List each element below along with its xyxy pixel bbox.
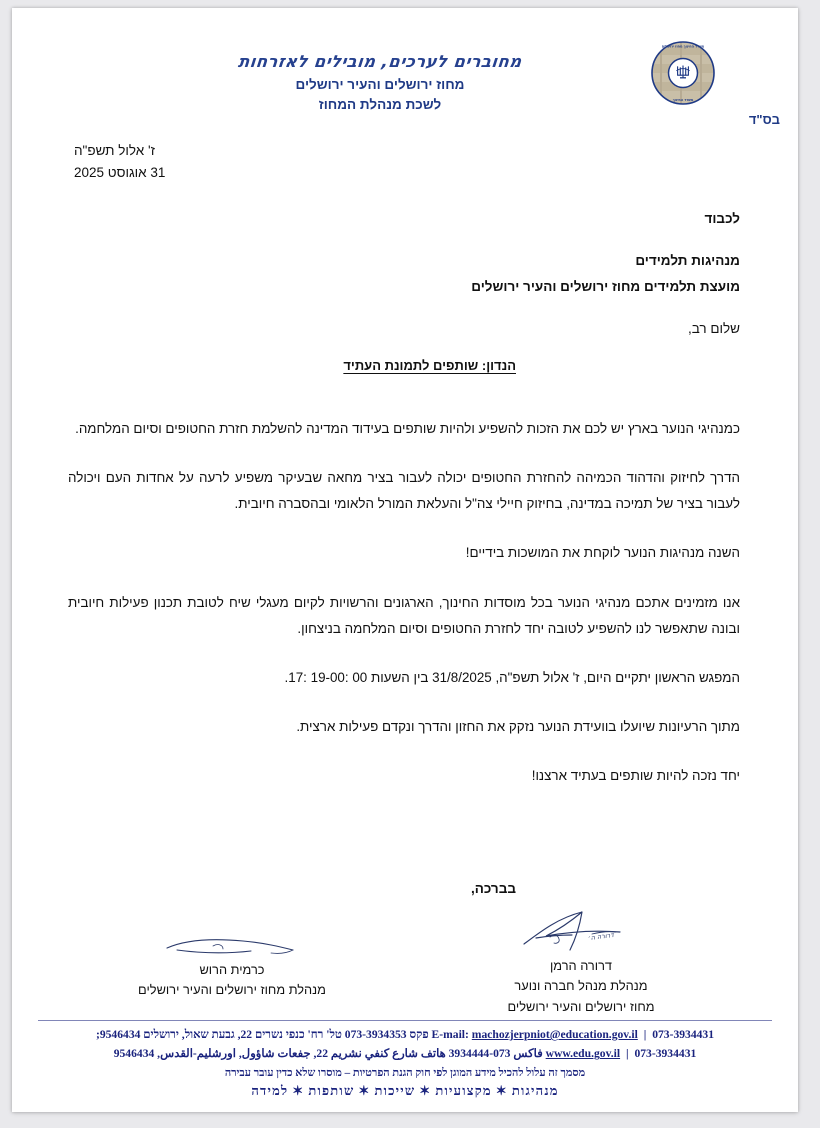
district-name: מחוז ירושלים והעיר ירושלים	[295, 77, 465, 92]
fax-hebrew: 073-3934431 פקס	[409, 1028, 715, 1041]
tagline-word: מקצועיות	[435, 1082, 492, 1098]
letterhead	[12, 36, 798, 148]
letter-body	[68, 416, 740, 812]
fax-arabic: 073-3934431 فاكس	[513, 1047, 697, 1061]
footer-separator: |	[625, 1047, 629, 1061]
signatory-title-1: מנהלת מנהל חברה ונוער	[514, 978, 648, 994]
phone-hebrew: 073-3934353 טל'	[326, 1028, 407, 1041]
tagline-word: שותפות	[308, 1082, 355, 1098]
handwritten-signature-icon	[426, 908, 736, 954]
tagline-word: מנהיגות	[511, 1082, 559, 1098]
office-name: לשכת מנהלת המחוז	[318, 96, 442, 112]
signatory-title-1: מנהלת מחוז ירושלים והעיר ירושלים	[138, 982, 326, 998]
privacy-notice: מסמך זה עלול להכיל מידע המוגן לפי חוק הגנת הפרטיות – מוסרו שלא כדין עובר עבירה	[224, 1066, 586, 1079]
signatory-title-2: מחוז ירושלים והעיר ירושלים	[507, 998, 655, 1014]
signature-block-secondary	[82, 936, 382, 1001]
address-hebrew: רח' כנפי נשרים 22, גבעת שאול, ירושלים 9546434;	[95, 1028, 324, 1041]
to-label: לכבוד	[704, 211, 740, 226]
footer-contact-hebrew	[12, 1025, 798, 1044]
tagline-word: למידה	[251, 1082, 289, 1098]
svg-text:משרד החינוך: משרד החינוך	[672, 98, 694, 103]
greeting: שלום רב,	[687, 321, 740, 336]
email-label: E-mail:	[431, 1028, 469, 1041]
tagline-separator-icon: ✶	[292, 1082, 305, 1098]
tagline-word: שייכות	[374, 1082, 416, 1098]
tagline-separator-icon: ✶	[495, 1082, 508, 1098]
address-block	[40, 211, 740, 301]
document-footer	[12, 1020, 798, 1099]
footer-separator: |	[643, 1028, 647, 1041]
email-link[interactable]: machozjerpniot@education.gov.il	[471, 1028, 638, 1041]
ministry-slogan: מחוברים לערכים, מובילים לאזרחות	[237, 52, 523, 71]
phone-arabic: 073-3934444 هاتف	[420, 1047, 511, 1061]
body-paragraph: השנה מנהיגות הנוער לוקחת את המושכות בידיים!	[465, 545, 740, 561]
letter-sheet	[12, 8, 798, 1112]
handwritten-signature-icon	[82, 936, 382, 958]
svg-text:דרורה ה׳: דרורה ה׳	[587, 931, 615, 943]
letterhead-text	[130, 52, 630, 114]
signature-block-primary	[426, 908, 736, 1017]
closing-salutation: בברכה,	[470, 881, 516, 896]
body-paragraph: אנו מזמינים אתכם מנהיגי הנוער בכל מוסדות החינוך, הארגונים והרשויות לקיום מעגלי שיח לטובת תכנון פעילות חיובית ובונה שתאפשר לנו להשפיע לטובה יחד לחזרת החטופים וסיום המלחמה בניצחון.	[68, 594, 740, 636]
footer-tagline	[12, 1083, 798, 1099]
footer-divider	[38, 1020, 772, 1021]
svg-text:משרד החינוך מחוז ירושלים: משרד החינוך מחוז ירושלים	[661, 44, 705, 49]
tagline-separator-icon: ✶	[358, 1082, 371, 1098]
body-paragraph: כמנהיגי הנוער בארץ יש לכם את הזכות להשפיע ולהיות שותפים בעידוד המדינה להשלמת חזרת החטופים וסיום המלחמה.	[75, 421, 740, 436]
hebrew-date: ז' אלול תשפ"ה	[74, 143, 155, 158]
document-page	[12, 8, 798, 1112]
body-paragraph-meeting-time: המפגש הראשון יתקיים היום, ז' אלול תשפ"ה, 31/8/2025 בין השעות 00 :19-00 :17.	[284, 669, 740, 685]
address-arabic: شارع كنفي نشريم 22, جفعات شاؤول, اورشليم-القدس, 9546434	[113, 1047, 418, 1061]
website-link[interactable]: www.edu.gov.il	[545, 1047, 621, 1061]
date-block	[74, 140, 304, 184]
signatory-name: כרמית הרוש	[199, 962, 265, 977]
subject-line: הנדון: שותפים לתמונת העתיד	[343, 358, 516, 373]
body-paragraph: מתוך הרעיונות שיועלו בוועידת הנוער נזקק את החזון והדרך ונקדם פעילות ארצית.	[296, 718, 740, 734]
footer-contact-arabic	[12, 1044, 798, 1063]
body-paragraph: יחד נזכה להיות שותפים בעתיד ארצנו!	[531, 768, 740, 784]
ministry-emblem-icon	[650, 40, 716, 106]
tagline-separator-icon: ✶	[419, 1082, 432, 1098]
gregorian-date: 31 אוגוסט 2025	[74, 164, 166, 180]
bsd-marking: בס"ד	[748, 112, 780, 127]
body-paragraph: הדרך לחיזוק והדהוד הכמיהה להחזרת החטופים יכולה לעבור בציר מחאה שבעיקר משפיע לרעה על אחדות העם ויכולה לעבור בציר של תמיכה במדינה, בחיזוק חיילי צה"ל והעלאת המורל הלאומי ובהסברה חיובית.	[68, 470, 740, 512]
recipient-line-2: מועצת תלמידים מחוז ירושלים והעיר ירושלים	[471, 279, 740, 295]
signatory-name: דרורה הרמן	[549, 958, 613, 973]
recipient-line-1: מנהיגות תלמידים	[635, 253, 740, 268]
